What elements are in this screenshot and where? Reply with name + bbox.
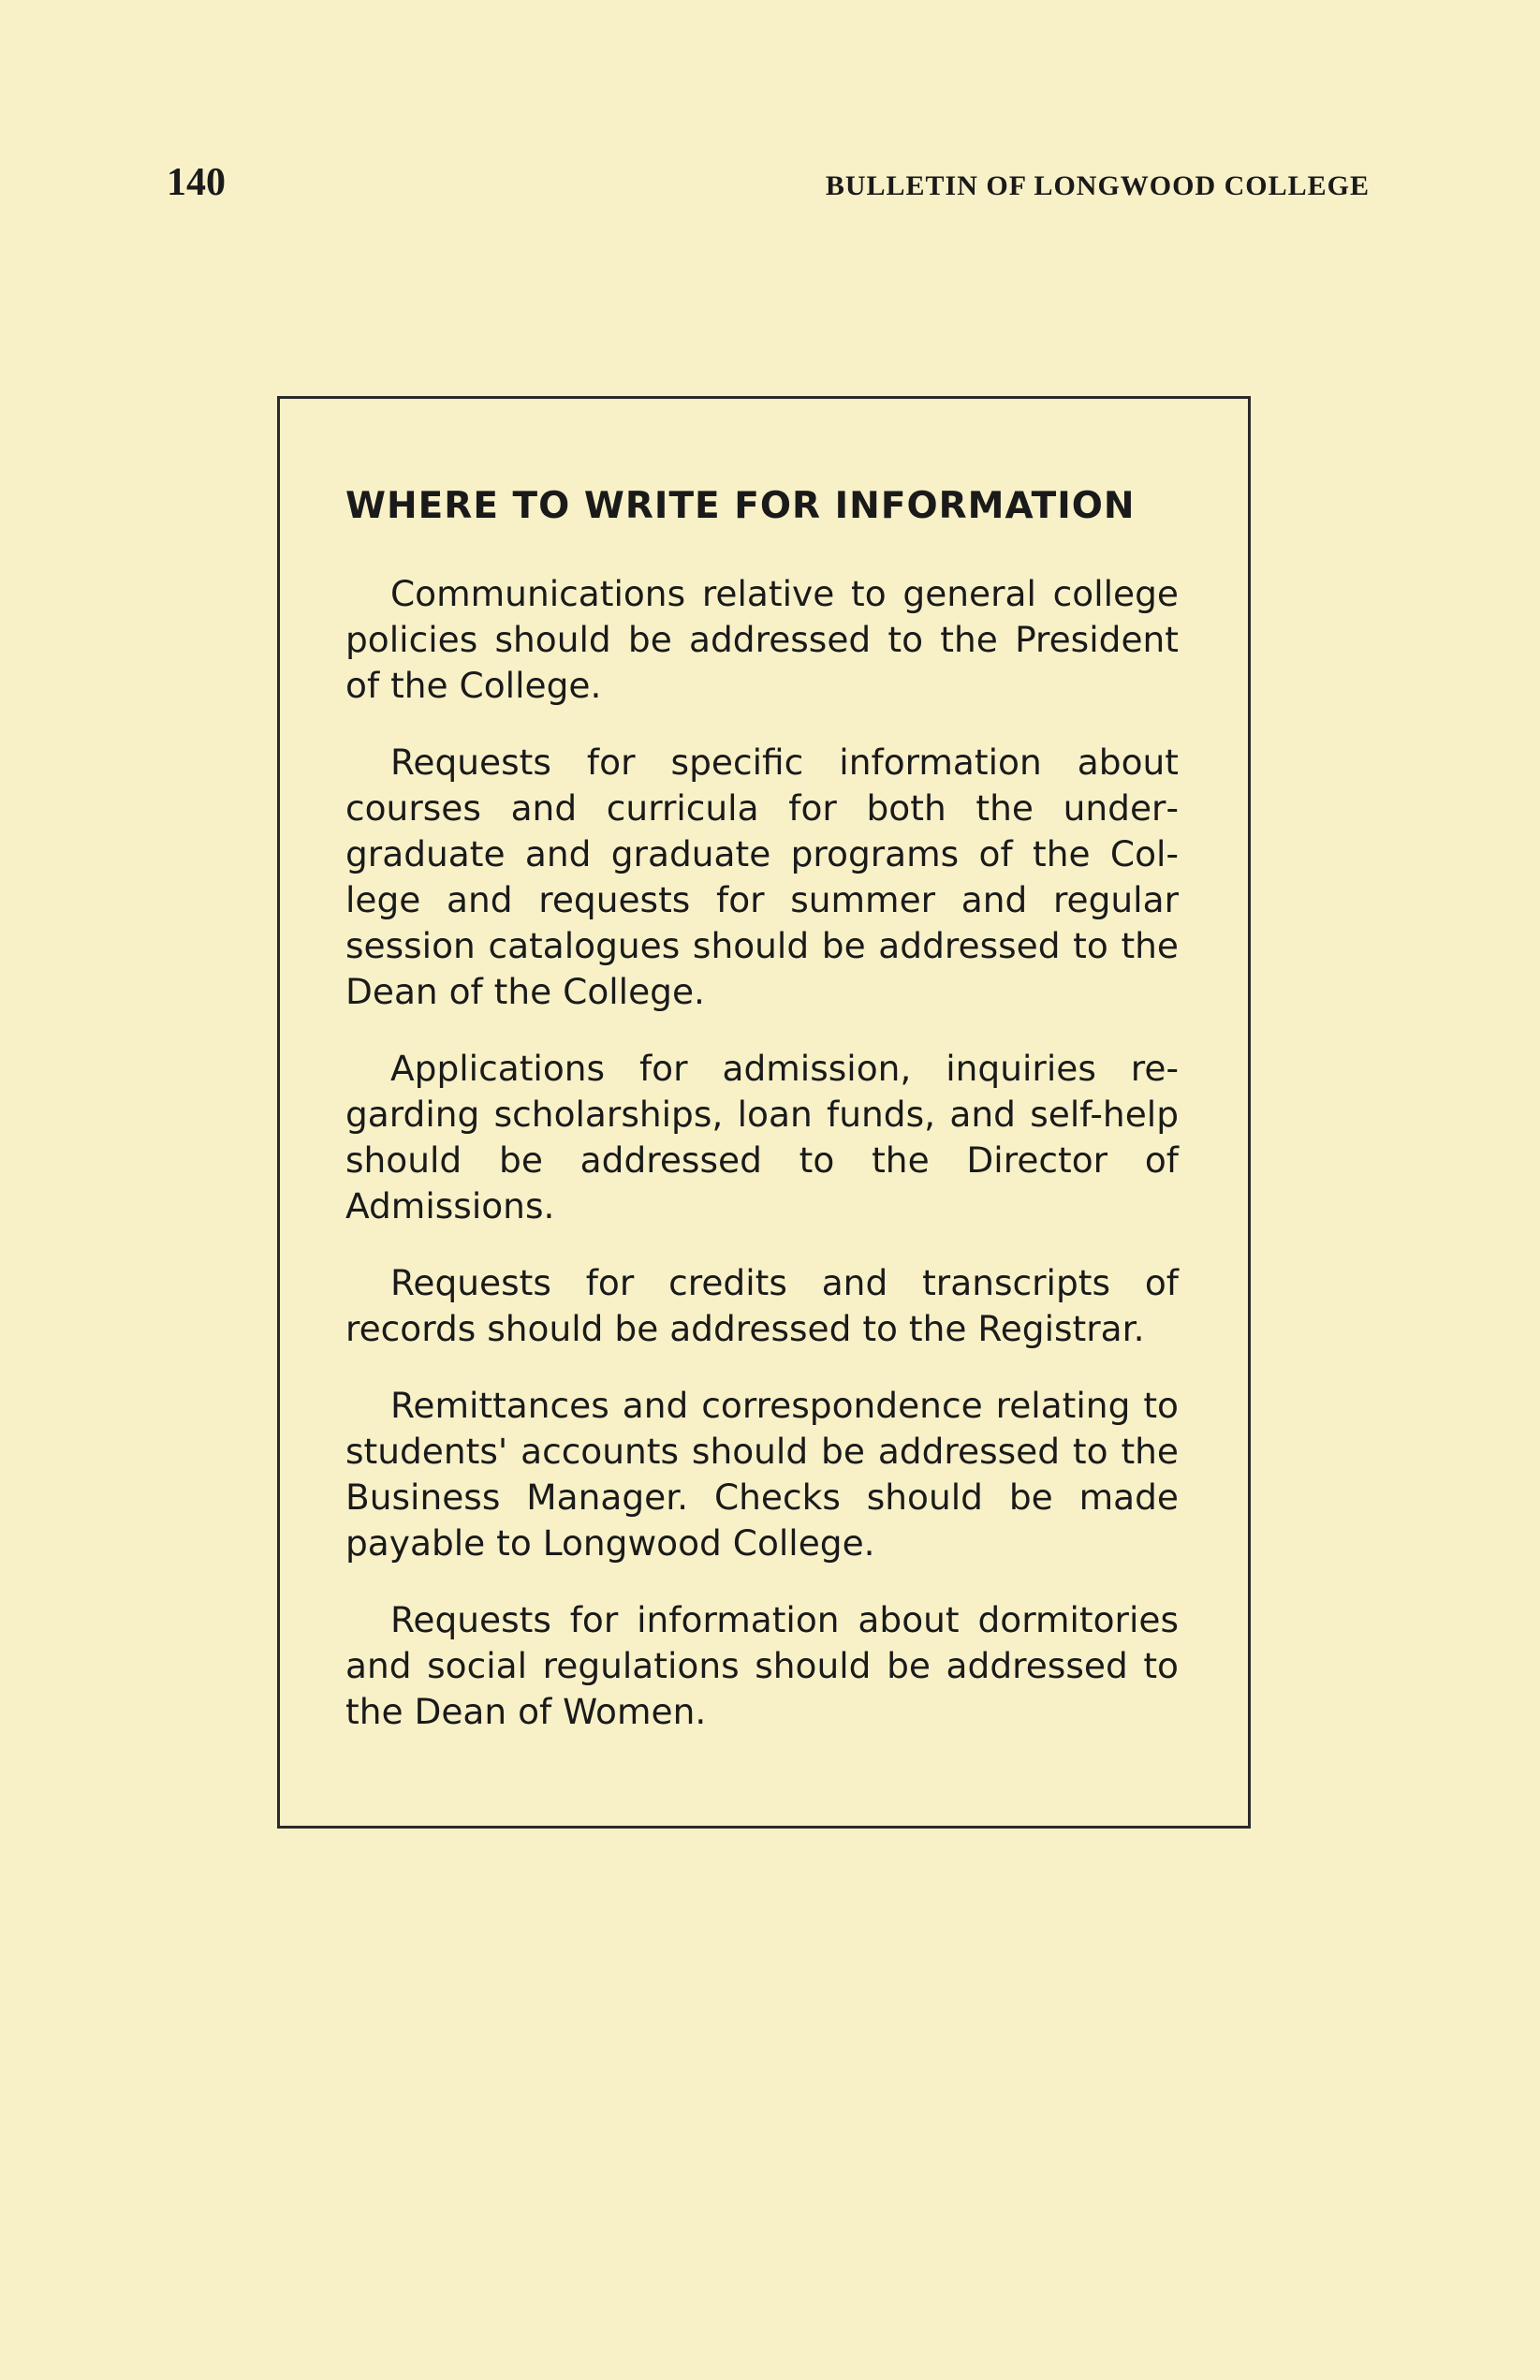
paragraph-business-manager: Remittances and correspondence relating to students' accounts should be addressed to the Business Manager. Checks should be made payable to Longwood College. xyxy=(345,1384,1179,1564)
information-box xyxy=(277,396,1251,1829)
paragraph-dean-of-women: Requests for information about dormitories and social regulations should be addressed to the Dean of Women. xyxy=(345,1598,1179,1732)
paragraph-dean-of-college: Requests for specific information about courses and curricula for both the undergraduate and graduate programs of the College and requests for summer and regular session catalogues should be addressed to the Dean of the College. xyxy=(345,741,1179,1012)
running-head: BULLETIN OF LONGWOOD COLLEGE xyxy=(825,170,1370,201)
paragraph-registrar: Requests for credits and transcripts of records should be addressed to the Registrar. xyxy=(345,1261,1179,1349)
page-number: 140 xyxy=(167,161,226,204)
box-title: WHERE TO WRITE FOR INFORMATION xyxy=(345,485,1136,527)
paragraph-president: Communications relative to general college policies should be addressed to the President of the College. xyxy=(345,572,1179,706)
paragraph-director-of-admissions: Applications for admission, inquiries regarding scholarships, loan funds, and self-help should be addressed to the Director of Admissions. xyxy=(345,1047,1179,1227)
